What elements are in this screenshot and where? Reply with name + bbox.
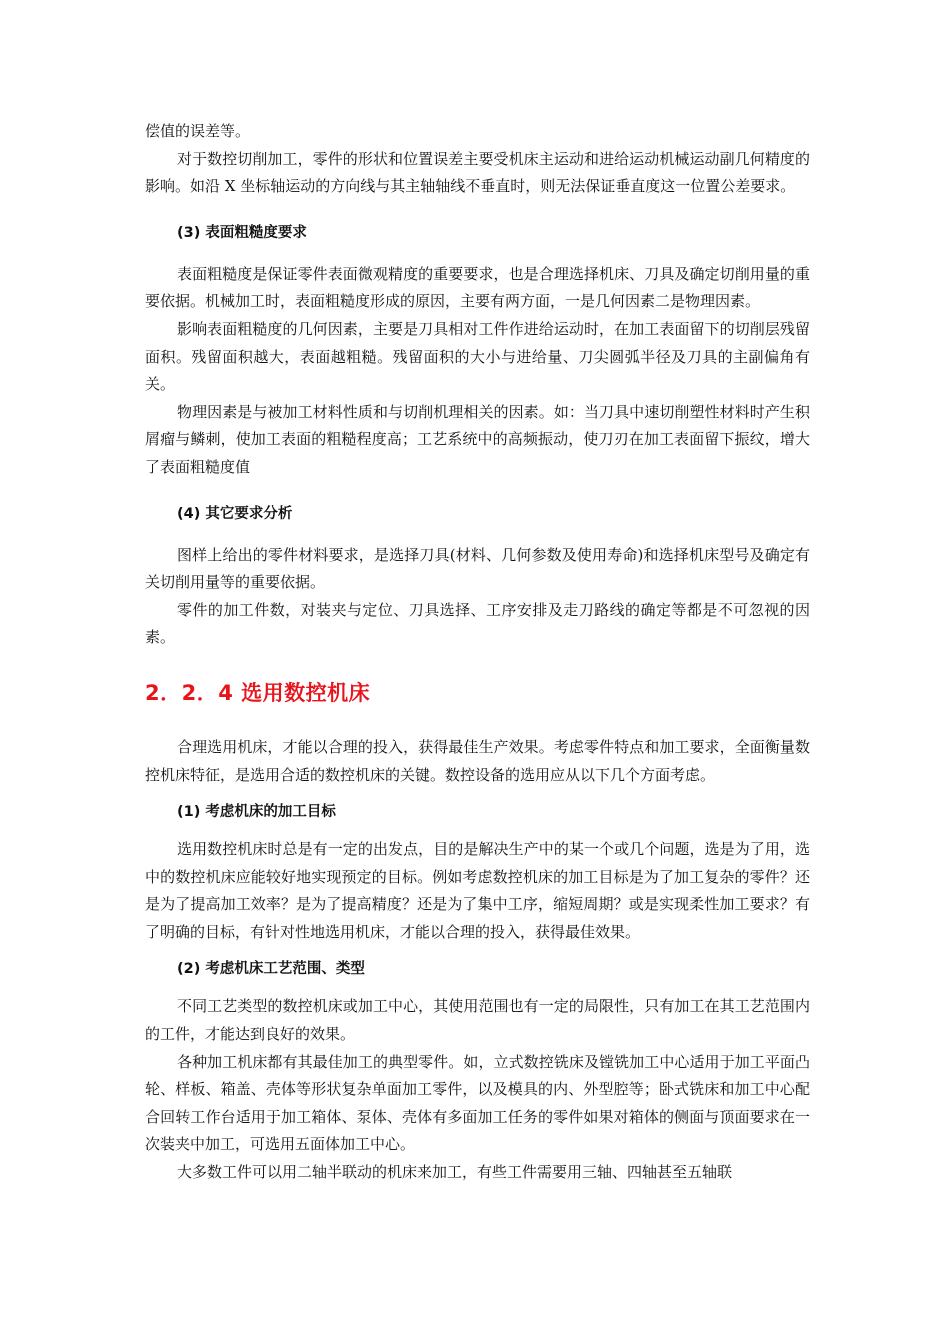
paragraph-material-requirements: 图样上给出的零件材料要求，是选择刀具(材料、几何参数及使用寿命)和选择机床型号及确定有关切削用量等的重要依据。 [145,545,810,592]
paragraph-physical-factors: 物理因素是与被加工材料性质和与切削机理相关的因素。如：当刀具中速切削塑性材料时产生积屑瘤与鳞刺，使加工表面的粗糙程度高；工艺系统中的高频振动，使刀刃在加工表面留下振纹，增大了表面粗糙度值 [145,402,810,476]
subheading-other-requirements: (4) 其它要求分析 [177,505,293,522]
document-body [145,118,810,1187]
subheading-surface-roughness: (3) 表面粗糙度要求 [177,224,307,241]
paragraph-process-range: 不同工艺类型的数控机床或加工中心，其使用范围也有一定的局限性，只有加工在其工艺范围内的工件，才能达到良好的效果。 [145,997,810,1044]
paragraph-typical-parts: 各种加工机床都有其最佳加工的典型零件。如，立式数控铣床及镗铣加工中心适用于加工平面凸轮、样板、箱盖、壳体等形状复杂单面加工零件，以及模具的内、外型腔等；卧式铣床和加工中心配合回转工作台适用于加工箱体、泵体、壳体有多面加工任务的零件如果对箱体的侧面与顶面要求在一次装夹中加工，可选用五面体加工中心。 [145,1052,810,1154]
subheading-machining-goal: (1) 考虑机床的加工目标 [177,804,336,821]
paragraph-roughness-intro: 表面粗糙度是保证零件表面微观精度的重要要求，也是合理选择机床、刀具及确定切削用量的重要依据。机械加工时，表面粗糙度形成的原因，主要有两方面，一是几何因素二是物理因素。 [145,264,810,311]
paragraph-machining-goal: 选用数控机床时总是有一定的出发点，目的是解决生产中的某一个或几个问题，选是为了用，选中的数控机床应能较好地实现预定的目标。例如考虑数控机床的加工目标是为了加工复杂的零件？还是为了提高加工效率？是为了提高精度？还是为了集中工序，缩短周期？或是实现柔性加工要求？有了明确的目标，有针对性地选用机床，才能以合理的投入，获得最佳效果。 [145,840,810,941]
paragraph-continuation: 偿值的误差等。 [145,122,251,140]
paragraph-batch-size: 零件的加工件数，对装夹与定位、刀具选择、工序安排及走刀路线的确定等都是不可忽视的因素。 [145,600,810,647]
subheading-process-range-type: (2) 考虑机床工艺范围、类型 [177,961,365,978]
paragraph-axis-linkage: 大多数工件可以用二轴半联动的机床来加工，有些工件需要用三轴、四轴甚至五轴联 [177,1163,733,1182]
paragraph-form-position-error: 对于数控切削加工，零件的形状和位置误差主要受机床主运动和进给运动机械运动副几何精度的影响。如沿 X 坐标轴运动的方向线与其主轴轴线不垂直时，则无法保证垂直度这一位置公差要求。 [145,149,810,196]
paragraph-geometric-factors: 影响表面粗糙度的几何因素，主要是刀具相对工件作进给运动时，在加工表面留下的切削层残留面积。残留面积越大，表面越粗糙。残留面积的大小与进给量、刀尖圆弧半径及刀具的主副偏角有关。 [145,319,810,394]
section-heading-select-cnc-machine: 2．2．4 选用数控机床 [145,680,371,705]
paragraph-select-intro: 合理选用机床，才能以合理的投入，获得最佳生产效果。考虑零件特点和加工要求，全面衡量数控机床特征，是选用合适的数控机床的关键。数控设备的选用应从以下几个方面考虑。 [145,737,810,784]
